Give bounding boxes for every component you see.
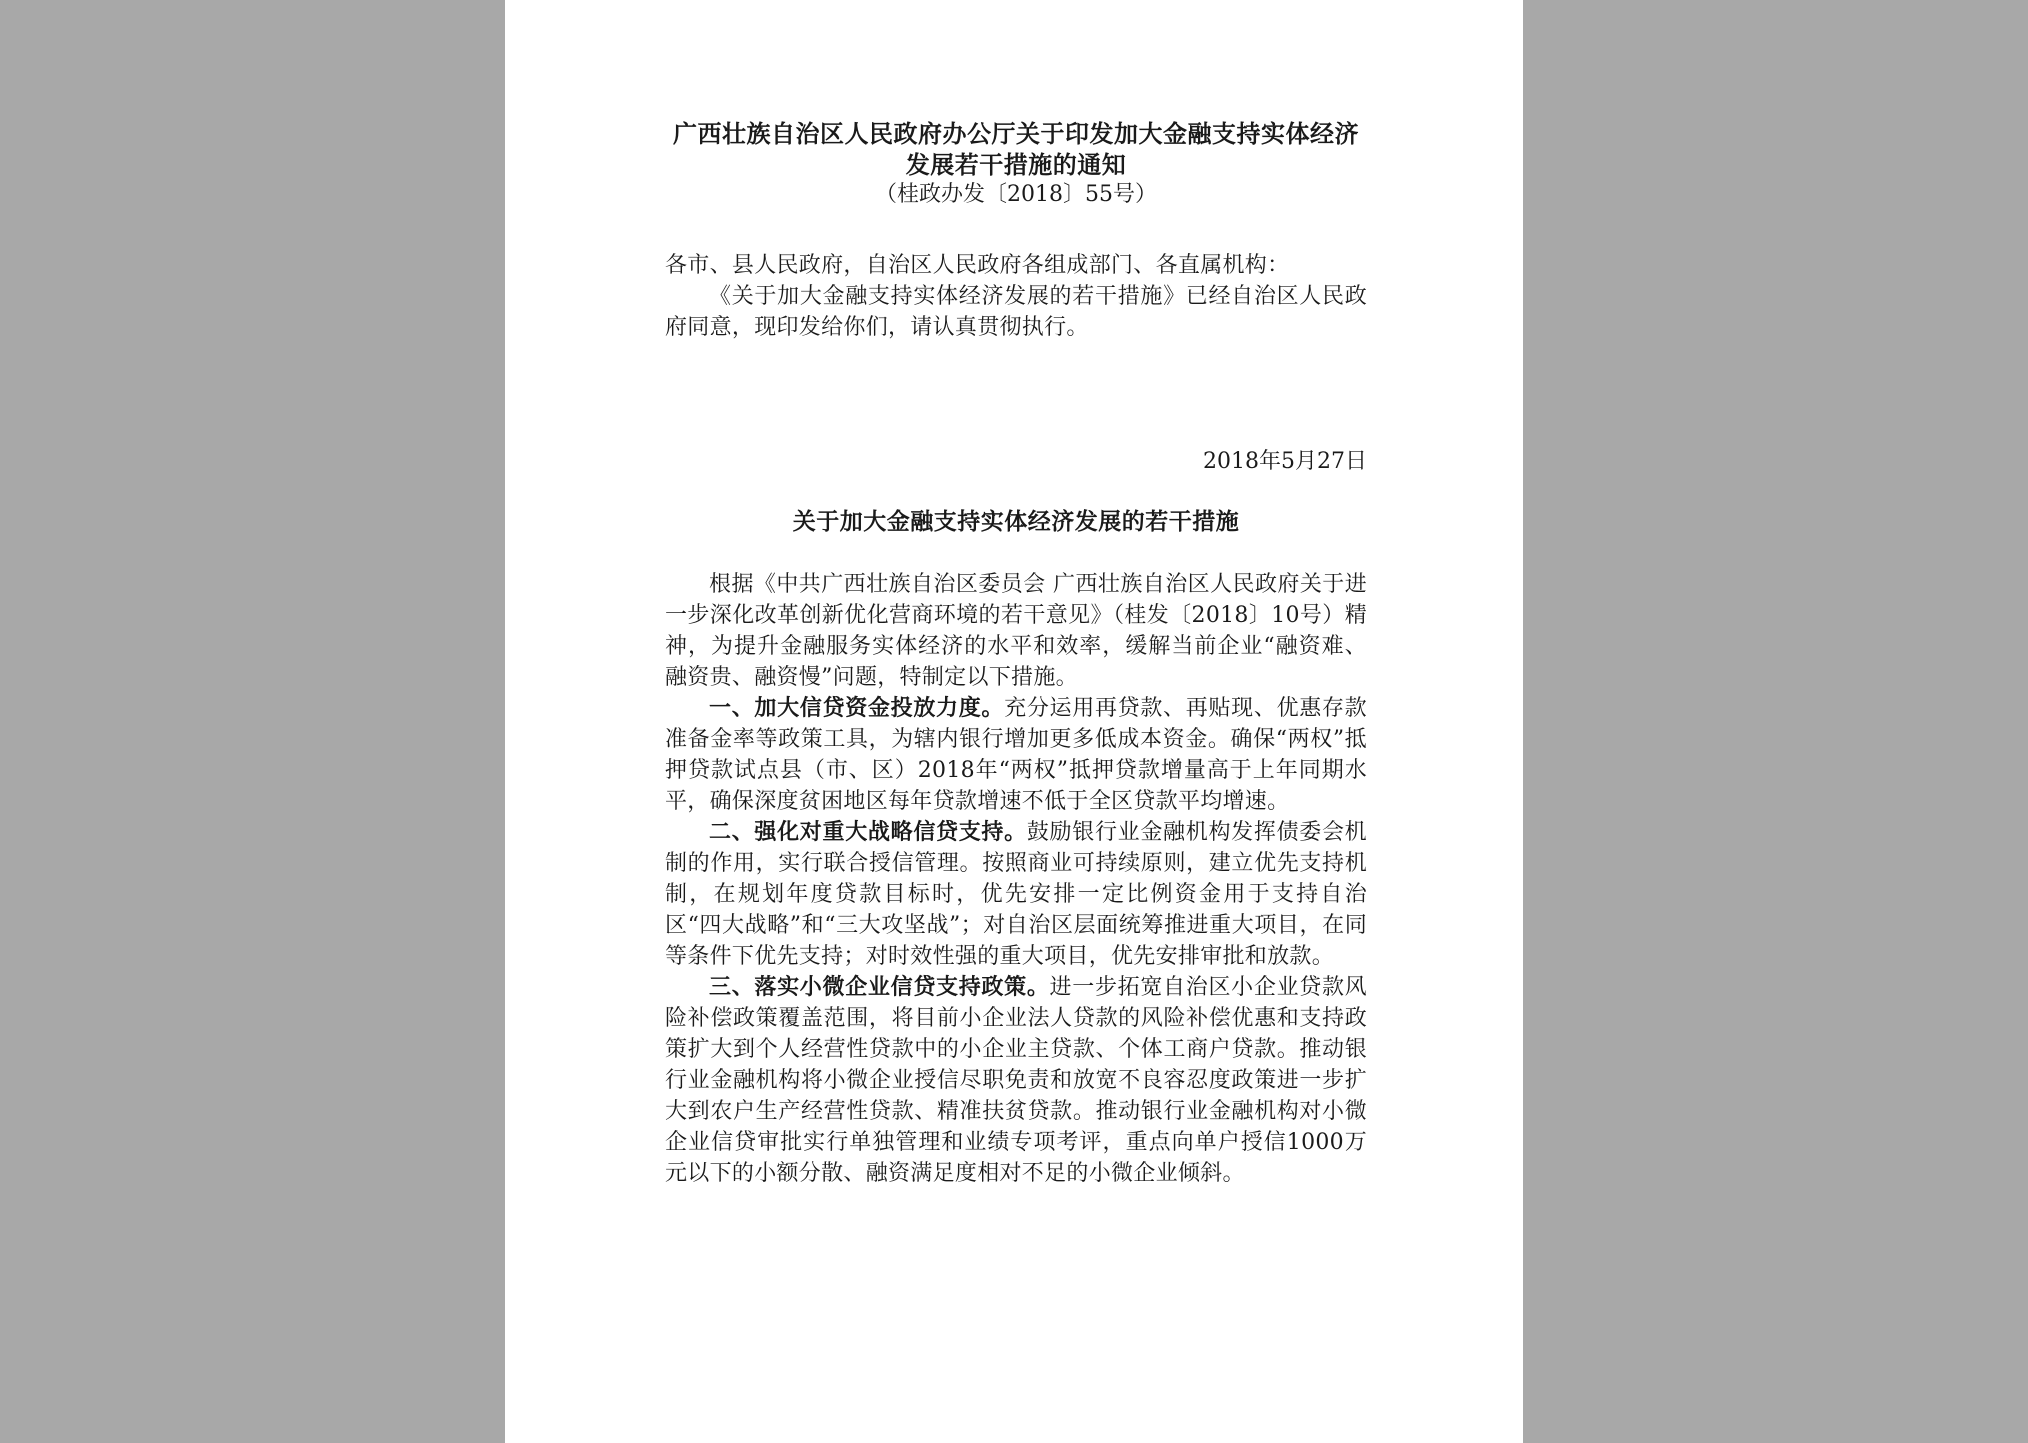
measure-text-3: 进一步拓宽自治区小企业贷款风险补偿政策覆盖范围，将目前小企业法人贷款的风险补偿优惠和支持政策扩大到个人经营性贷款中的小企业主贷款、个体工商户贷款。推动银行业金融机构将小微企业授信尽职免责和放宽不良容忍度政策进一步扩大到农户生产经营性贷款、精准扶贫贷款。推动银行业金融机构对小微企业信贷审批实行单独管理和业绩专项考评，重点向单户授信1000万元以下的小额分散、融资满足度相对不足的小微企业倾斜。	[665, 975, 1367, 1186]
measures-title: 关于加大金融支持实体经济发展的若干措施	[792, 508, 1240, 535]
measure-heading-1: 一、加大信贷资金投放力度。	[709, 695, 1005, 721]
measure-item-2	[665, 817, 1367, 972]
issue-date: 2018年5月27日	[1203, 449, 1367, 474]
measure-heading-3: 三、落实小微企业信贷支持政策。	[709, 974, 1050, 1000]
measure-text-2: 鼓励银行业金融机构发挥债委会机制的作用，实行联合授信管理。按照商业可持续原则，建立优先支持机制，在规划年度贷款目标时，优先安排一定比例资金用于支持自治区“四大战略”和“三大攻坚战”；对自治区层面统筹推进重大项目，在同等条件下优先支持；对时效性强的重大项目，优先安排审批和放款。	[665, 820, 1367, 969]
measure-item-1	[665, 693, 1367, 817]
document-title: 广西壮族自治区人民政府办公厅关于印发加大金融支持实体经济发展若干措施的通知	[673, 119, 1359, 179]
addressee: 各市、县人民政府，自治区人民政府各组成部门、各直属机构：	[665, 253, 1290, 278]
measures-intro: 根据《中共广西壮族自治区委员会 广西壮族自治区人民政府关于进一步深化改革创新优化营商环境的若干意见》（桂发〔2018〕10号）精神，为提升金融服务实体经济的水平和效率，缓解当前企业“融资难、融资贵、融资慢”问题，特制定以下措施。	[665, 572, 1367, 690]
document-page	[505, 0, 1523, 1443]
measure-heading-2: 二、强化对重大战略信贷支持。	[709, 819, 1027, 845]
measure-text-1: 充分运用再贷款、再贴现、优惠存款准备金率等政策工具，为辖内银行增加更多低成本资金。确保“两权”抵押贷款试点县（市、区）2018年“两权”抵押贷款增量高于上年同期水平，确保深度贫困地区每年贷款增速不低于全区贷款平均增速。	[665, 696, 1367, 814]
document-content	[665, 118, 1367, 1189]
document-number: （桂政办发〔2018〕55号）	[875, 182, 1157, 207]
notice-body: 《关于加大金融支持实体经济发展的若干措施》已经自治区人民政府同意，现印发给你们，请认真贯彻执行。	[665, 284, 1367, 340]
measure-item-3	[665, 972, 1367, 1189]
